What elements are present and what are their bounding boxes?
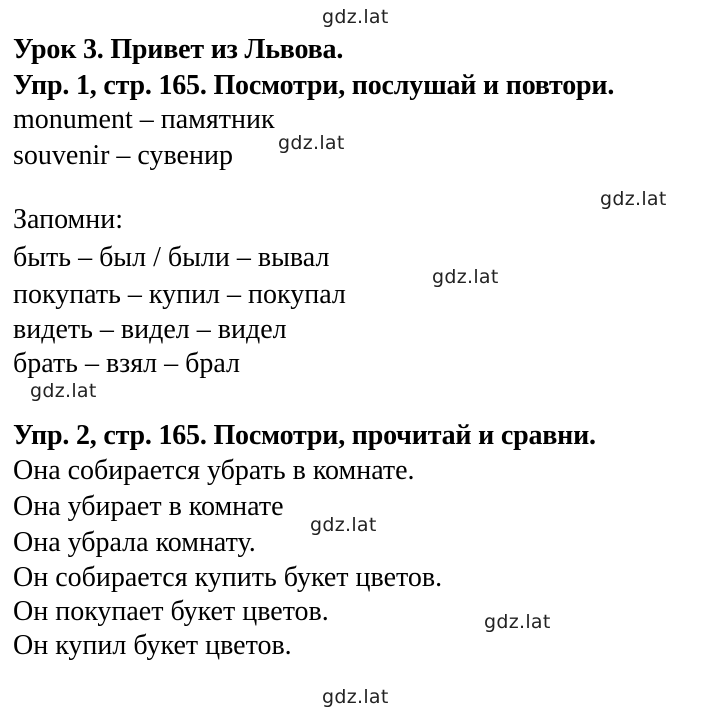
lesson-title: Урок 3. Привет из Львова.: [13, 34, 344, 65]
watermark: gdz.lat: [322, 6, 389, 28]
watermark: gdz.lat: [310, 514, 377, 536]
vocab-line: monument – памятник: [13, 104, 275, 135]
sentence-line: Он купил букет цветов.: [13, 630, 292, 661]
sentence-line: Она собирается убрать в комнате.: [13, 455, 415, 486]
watermark: gdz.lat: [322, 686, 389, 708]
sentence-line: Она убрала комнату.: [13, 527, 256, 558]
sentence-line: Он собирается купить букет цветов.: [13, 562, 443, 593]
watermark: gdz.lat: [278, 132, 345, 154]
exercise1-heading: Упр. 1, стр. 165. Посмотри, послушай и повтори.: [13, 70, 615, 101]
verb-forms-line: быть – был / были – вывал: [13, 242, 330, 273]
watermark: gdz.lat: [30, 380, 97, 402]
sentence-line: Он покупает букет цветов.: [13, 596, 329, 627]
watermark: gdz.lat: [484, 611, 551, 633]
sentence-line: Она убирает в комнате: [13, 491, 284, 522]
watermark: gdz.lat: [432, 266, 499, 288]
verb-forms-line: брать – взял – брал: [13, 348, 240, 379]
verb-forms-line: покупать – купил – покупал: [13, 279, 346, 310]
verb-forms-line: видеть – видел – видел: [13, 314, 287, 345]
vocab-line: souvenir – сувенир: [13, 140, 233, 171]
remember-label: Запомни:: [13, 204, 124, 235]
watermark: gdz.lat: [600, 188, 667, 210]
exercise2-heading: Упр. 2, стр. 165. Посмотри, прочитай и сравни.: [13, 420, 596, 451]
